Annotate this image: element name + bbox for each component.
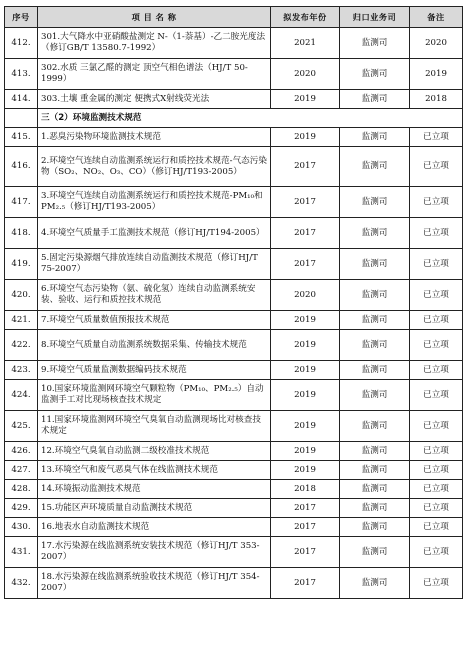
row-year: 2017 [271, 218, 340, 249]
row-year: 2019 [271, 411, 340, 442]
row-number: 415. [5, 128, 38, 147]
row-number: 426. [5, 442, 38, 461]
table-row [5, 361, 463, 380]
row-number: 420. [5, 280, 38, 311]
row-number: 417. [5, 187, 38, 218]
row-dept: 监测司 [340, 480, 410, 499]
row-year: 2020 [271, 280, 340, 311]
row-year: 2017 [271, 518, 340, 537]
row-name: 15.功能区声环境质量自动监测技术规范 [38, 499, 271, 518]
row-dept: 监测司 [340, 411, 410, 442]
row-name: 17.水污染源在线监测系统安装技术规范（修订HJ/T 353-2007） [38, 537, 271, 568]
row-note: 已立项 [410, 218, 463, 249]
row-note: 已立项 [410, 147, 463, 187]
row-note: 已立项 [410, 499, 463, 518]
row-year: 2021 [271, 28, 340, 59]
row-number: 429. [5, 499, 38, 518]
row-year: 2020 [271, 59, 340, 90]
row-number: 425. [5, 411, 38, 442]
row-dept: 监测司 [340, 330, 410, 361]
row-number: 430. [5, 518, 38, 537]
header-year: 拟发布年份 [271, 7, 340, 28]
row-note: 已立项 [410, 411, 463, 442]
row-note: 已立项 [410, 568, 463, 599]
row-dept: 监测司 [340, 128, 410, 147]
row-year: 2019 [271, 361, 340, 380]
row-name: 14.环境振动监测技术规范 [38, 480, 271, 499]
row-name: 16.地表水自动监测技术规范 [38, 518, 271, 537]
row-year: 2019 [271, 90, 340, 109]
row-dept: 监测司 [340, 518, 410, 537]
table-row [5, 187, 463, 218]
row-name: 301.大气降水中亚硝酸盐测定 N-（1-萘基）-乙二胺光度法（修订GB/T 13580.7-1992） [38, 28, 271, 59]
table-header-row [5, 7, 463, 28]
row-number: 427. [5, 461, 38, 480]
row-note: 已立项 [410, 311, 463, 330]
row-note: 已立项 [410, 187, 463, 218]
row-number: 421. [5, 311, 38, 330]
row-dept: 监测司 [340, 461, 410, 480]
table-row [5, 218, 463, 249]
row-name: 6.环境空气态污染物（氨、硫化氢）连续自动监测系统安装、验收、运行和质控技术规范 [38, 280, 271, 311]
row-note: 已立项 [410, 380, 463, 411]
row-name: 5.固定污染源烟气排放连续自动监测技术规范（修订HJ/T 75-2007） [38, 249, 271, 280]
section-title: 三（2）环境监测技术规范 [38, 109, 463, 128]
table-row [5, 90, 463, 109]
row-number: 419. [5, 249, 38, 280]
row-dept: 监测司 [340, 499, 410, 518]
row-note: 已立项 [410, 128, 463, 147]
row-number: 412. [5, 28, 38, 59]
row-number: 431. [5, 537, 38, 568]
row-name: 8.环境空气质量自动监测系统数据采集、传输技术规范 [38, 330, 271, 361]
table-row [5, 499, 463, 518]
row-note: 2018 [410, 90, 463, 109]
row-dept: 监测司 [340, 361, 410, 380]
row-number: 432. [5, 568, 38, 599]
row-name: 303.土壤 重金属的测定 便携式X射线荧光法 [38, 90, 271, 109]
header-name: 项 目 名 称 [38, 7, 271, 28]
table-row [5, 147, 463, 187]
table-row [5, 411, 463, 442]
row-number: 413. [5, 59, 38, 90]
row-name: 4.环境空气质量手工监测技术规范（修订HJ/T194-2005） [38, 218, 271, 249]
table-row [5, 59, 463, 90]
row-note: 已立项 [410, 480, 463, 499]
row-number: 428. [5, 480, 38, 499]
row-name: 11.国家环境监测网环境空气臭氧自动监测现场比对核查技术规定 [38, 411, 271, 442]
row-dept: 监测司 [340, 218, 410, 249]
row-year: 2017 [271, 499, 340, 518]
row-name: 3.环境空气连续自动监测系统运行和质控技术规范-PM₁₀和PM₂.₅（修订HJ/T193-2005） [38, 187, 271, 218]
table-row [5, 480, 463, 499]
row-name: 12.环境空气臭氧自动监测二级校准技术规范 [38, 442, 271, 461]
table-row [5, 568, 463, 599]
row-note: 已立项 [410, 537, 463, 568]
row-year: 2017 [271, 147, 340, 187]
row-name: 18.水污染源在线监测系统验收技术规范（修订HJ/T 354-2007） [38, 568, 271, 599]
row-year: 2017 [271, 249, 340, 280]
row-year: 2019 [271, 442, 340, 461]
row-dept: 监测司 [340, 380, 410, 411]
row-note: 2020 [410, 28, 463, 59]
row-number: 416. [5, 147, 38, 187]
row-number: 424. [5, 380, 38, 411]
row-year: 2019 [271, 380, 340, 411]
row-dept: 监测司 [340, 249, 410, 280]
table-row [5, 330, 463, 361]
row-dept: 监测司 [340, 90, 410, 109]
section-blank-cell [5, 109, 38, 128]
row-note: 已立项 [410, 442, 463, 461]
table-row [5, 442, 463, 461]
row-name: 1.恶臭污染物环境监测技术规范 [38, 128, 271, 147]
row-dept: 监测司 [340, 59, 410, 90]
table-row [5, 28, 463, 59]
row-year: 2019 [271, 128, 340, 147]
row-dept: 监测司 [340, 537, 410, 568]
table-row [5, 461, 463, 480]
row-year: 2017 [271, 568, 340, 599]
table-row [5, 380, 463, 411]
row-note: 已立项 [410, 249, 463, 280]
row-dept: 监测司 [340, 280, 410, 311]
section-heading-row [5, 109, 463, 128]
row-name: 10.国家环境监测网环境空气颗粒物（PM₁₀、PM₂.₅）自动监测手工对比现场核查技术规定 [38, 380, 271, 411]
row-number: 418. [5, 218, 38, 249]
row-dept: 监测司 [340, 311, 410, 330]
row-name: 302.水质 三氯乙醛的测定 顶空气相色谱法（HJ/T 50-1999） [38, 59, 271, 90]
header-no: 序号 [5, 7, 38, 28]
table-row [5, 311, 463, 330]
row-year: 2019 [271, 461, 340, 480]
row-name: 9.环境空气质量监测数据编码技术规范 [38, 361, 271, 380]
header-dept: 归口业务司 [340, 7, 410, 28]
row-dept: 监测司 [340, 187, 410, 218]
row-dept: 监测司 [340, 568, 410, 599]
row-dept: 监测司 [340, 28, 410, 59]
row-year: 2019 [271, 311, 340, 330]
row-dept: 监测司 [340, 147, 410, 187]
table-row [5, 249, 463, 280]
row-note: 已立项 [410, 461, 463, 480]
row-note: 已立项 [410, 518, 463, 537]
row-number: 423. [5, 361, 38, 380]
row-note: 已立项 [410, 361, 463, 380]
row-year: 2018 [271, 480, 340, 499]
row-dept: 监测司 [340, 442, 410, 461]
row-year: 2017 [271, 537, 340, 568]
row-note: 已立项 [410, 280, 463, 311]
row-name: 2.环境空气连续自动监测系统运行和质控技术规范-气态污染物（SO₂、NO₂、O₃、CO）（修订HJ/T193-2005） [38, 147, 271, 187]
table-row [5, 280, 463, 311]
row-number: 414. [5, 90, 38, 109]
row-year: 2017 [271, 187, 340, 218]
row-number: 422. [5, 330, 38, 361]
table-row [5, 128, 463, 147]
header-note: 备注 [410, 7, 463, 28]
row-name: 7.环境空气质量数值预报技术规范 [38, 311, 271, 330]
table-row [5, 518, 463, 537]
row-note: 2019 [410, 59, 463, 90]
table-row [5, 537, 463, 568]
standards-plan-table [4, 6, 463, 599]
row-year: 2019 [271, 330, 340, 361]
row-name: 13.环境空气和废气恶臭气体在线监测技术规范 [38, 461, 271, 480]
row-note: 已立项 [410, 330, 463, 361]
